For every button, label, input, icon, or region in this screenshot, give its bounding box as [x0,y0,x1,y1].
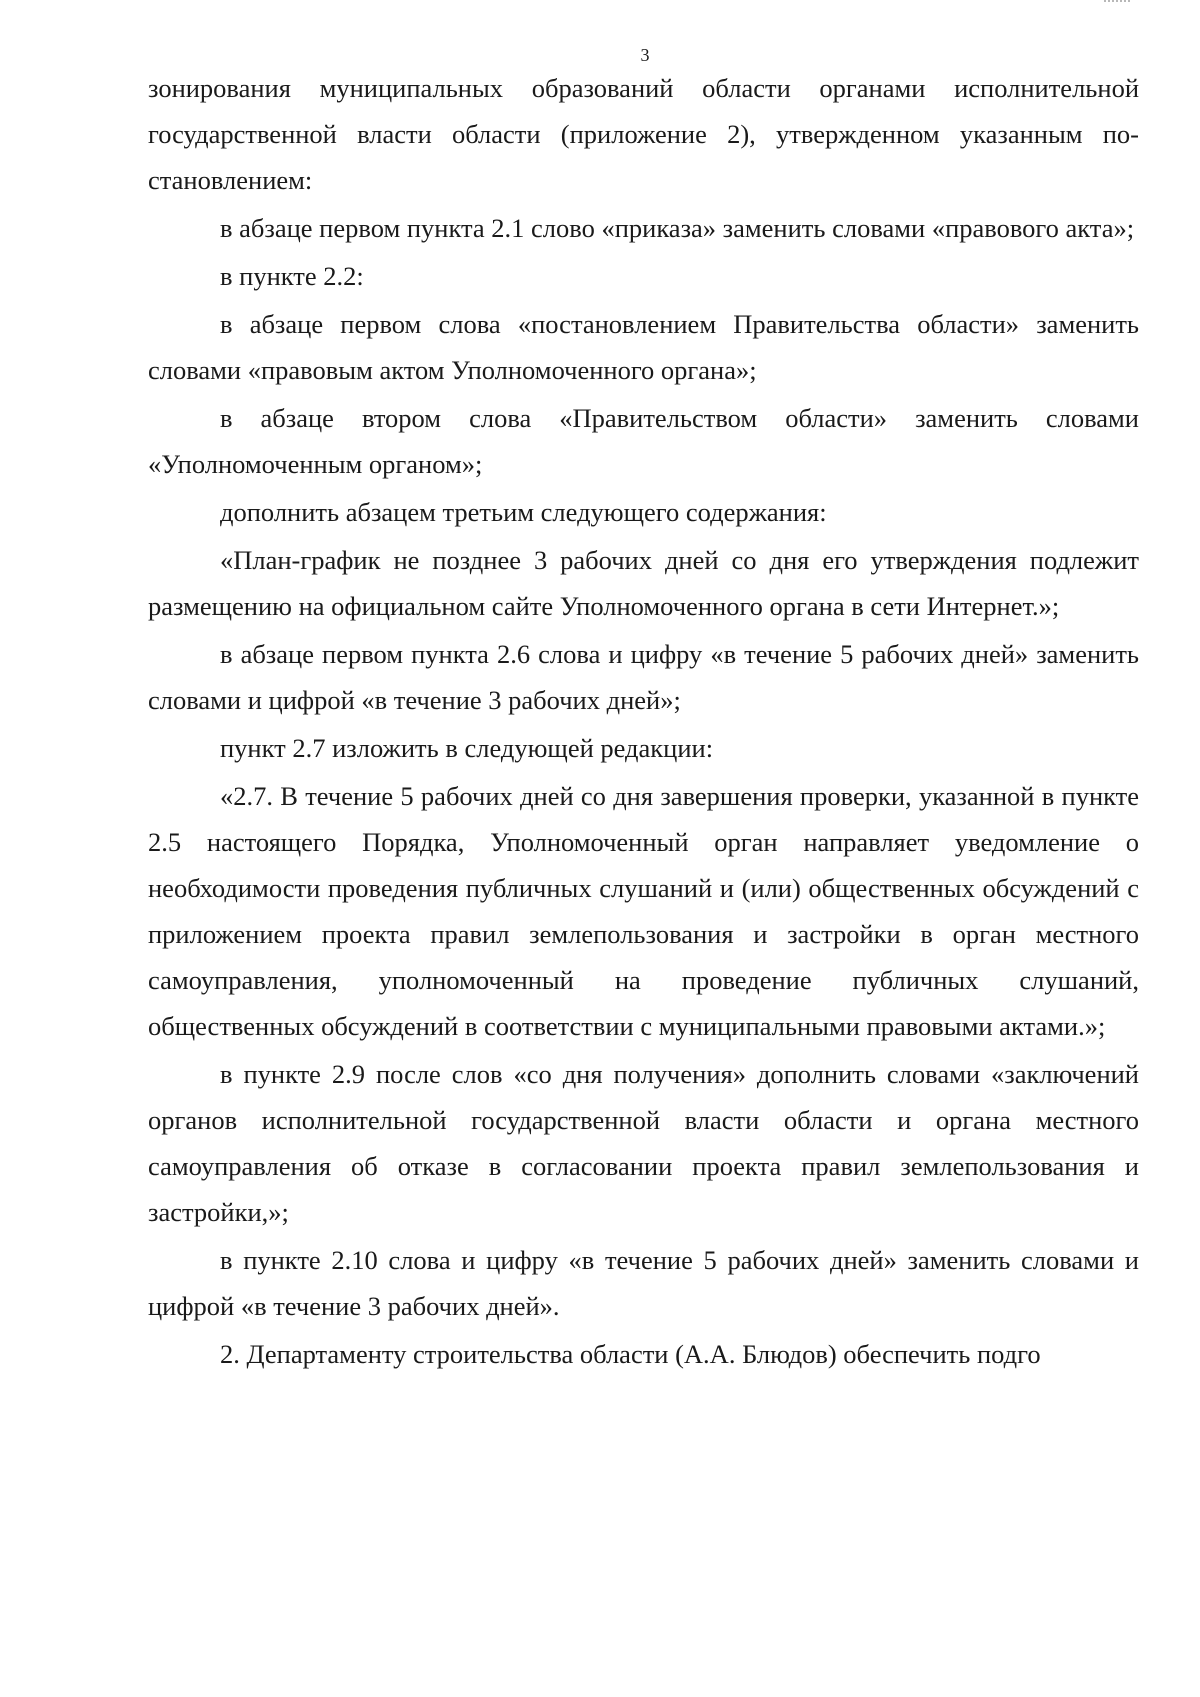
paragraph-text: в абзаце втором слова «Правительством области» заменить словами «Уполномоченным органом»; [148,403,1139,479]
paragraph-text: дополнить абзацем третьим следующего содержания: [220,497,827,527]
paragraph [148,1331,1139,1377]
paragraph [148,253,1139,299]
paragraph-text: 2. Департаменту строительства области (А.А. Блюдов) обеспечить подго [220,1339,1041,1369]
paragraph-text: зонирования муниципальных образований области органами исполнительной государственной власти области (приложение 2), утвержденном указанным постановлением: [148,73,1139,195]
paragraph-text: в пункте 2.10 слова и цифру «в течение 5 рабочих дней» заменить словами и цифрой «в течение 3 рабочих дней». [148,1245,1139,1321]
paragraph-text: в абзаце первом слова «постановлением Правительства области» заменить словами «правовым актом Уполномоченного органа»; [148,309,1139,385]
paragraph-text: в абзаце первом пункта 2.1 слово «приказа» заменить словами «правового акта»; [220,213,1135,243]
paragraph [148,395,1139,487]
paragraph [148,1051,1139,1235]
paragraph [148,205,1139,251]
page-number: 3 [640,45,650,65]
paragraph-text: в пункте 2.9 после слов «со дня получения» дополнить словами «заключений органов исполнительной государственной власти области и органа местного самоуправления об отказе в согласовании проекта правил землепользования и застройки,»; [148,1059,1139,1227]
paragraph [148,537,1139,629]
paragraph-text: в пункте 2.2: [220,261,364,291]
document-body [148,65,1139,1377]
paragraph-text: в абзаце первом пункта 2.6 слова и цифру «в течение 5 рабочих дней» заменить словами и цифрой «в течение 3 рабочих дней»; [148,639,1139,715]
paragraph [148,65,1139,203]
paragraph [148,489,1139,535]
scan-corner-mark [1104,0,1130,5]
paragraph-text: пункт 2.7 изложить в следующей редакции: [220,733,714,763]
paragraph [148,773,1139,1049]
paragraph [148,301,1139,393]
paragraph [148,631,1139,723]
paragraph-text: «2.7. В течение 5 рабочих дней со дня завершения проверки, указанной в пункте 2.5 настоящего Порядка, Уполномоченный орган направляет уведомление о необходимости проведения публичных слушаний и (или) общественных обсуждений с приложением проекта правил землепользования и застройки в орган местного самоуправления, уполномоченный на проведение публичных слушаний, общественных обсуждений в соответствии с муниципальными правовыми актами.»; [148,781,1139,1041]
paragraph [148,1237,1139,1329]
paragraph [148,725,1139,771]
paragraph-text: «План-график не позднее 3 рабочих дней со дня его утверждения подлежит размещению на официальном сайте Уполномоченного органа в сети Интернет.»; [148,545,1139,621]
